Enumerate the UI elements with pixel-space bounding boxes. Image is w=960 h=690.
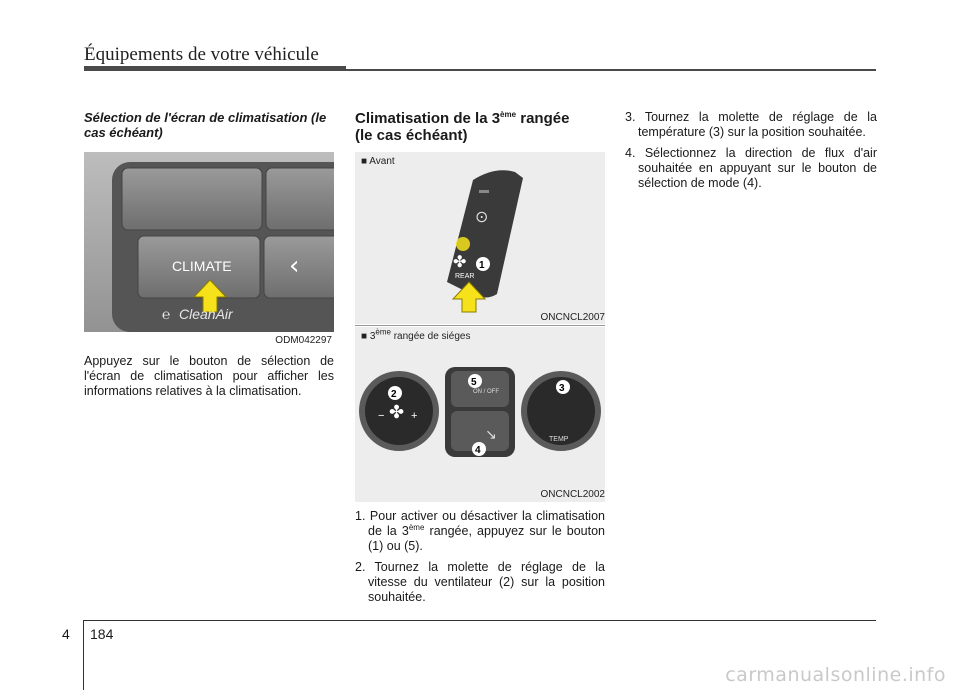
page-number: 184 xyxy=(90,626,114,642)
step-3: 3. Tournez la molette de réglage de la température (3) sur la position souhaitée. xyxy=(625,110,877,139)
temp-label: TEMP xyxy=(549,436,569,443)
chapter-number: 4 xyxy=(62,626,70,642)
step-4: 4. Sélectionnez la direction de flux d'air souhaitée en appuyant sur le bouton de sélection de mode (4). xyxy=(625,146,877,190)
right-column xyxy=(625,110,877,197)
page-header-title: Équipements de votre véhicule xyxy=(84,44,319,65)
callout-3: 3 xyxy=(559,383,565,394)
svg-text:‹: ‹ xyxy=(289,251,300,281)
step-2: 2. Tournez la molette de réglage de la vitesse du ventilateur (2) sur la position souhaitée. xyxy=(355,560,605,604)
third-row-label: ■ 3ème rangée de siéges xyxy=(361,327,471,342)
figure-divider xyxy=(355,325,605,326)
third-row-heading: Climatisation de la 3ème rangée (le cas échéant) xyxy=(355,110,570,144)
callout-5: 5 xyxy=(471,377,477,388)
step-1: 1. Pour activer ou désactiver la climatisation de la 3ème rangée, appuyez sur le bouton (1) ou (5). xyxy=(355,509,605,553)
fan-icon: ✤ xyxy=(453,252,467,271)
front-rear-button-figure xyxy=(355,152,605,324)
front-label: ■ Avant xyxy=(361,156,395,167)
callout-4: 4 xyxy=(475,445,481,456)
recirculation-icon: ⊙ xyxy=(475,207,489,226)
cleanair-logo-text: CleanAir xyxy=(179,306,233,322)
watermark: carmanualsonline.info xyxy=(725,664,946,686)
header-rule-thick xyxy=(84,66,346,71)
seat-airflow-icon: ↘ xyxy=(485,427,497,443)
rear-label: REAR xyxy=(455,273,475,280)
middle-steps xyxy=(355,509,605,611)
callout-1: 1 xyxy=(479,260,485,271)
footer-rule xyxy=(84,620,876,621)
middle-column xyxy=(355,110,605,144)
left-column xyxy=(84,110,334,140)
onoff-label: ON / OFF xyxy=(473,389,499,395)
climate-screen-heading: Sélection de l'écran de climatisation (le cas échéant) xyxy=(84,110,327,140)
cleanair-logo-icon: ℮ xyxy=(162,306,171,322)
rear-button-illustration xyxy=(355,152,605,324)
figure-code: ODM042297 xyxy=(275,335,332,346)
third-row-controls-figure xyxy=(355,327,605,502)
minus-icon: − xyxy=(378,410,385,422)
footer-divider xyxy=(83,620,84,690)
header-rule-thin xyxy=(346,69,876,71)
callout-2: 2 xyxy=(391,389,397,400)
figure-code: ONCNCL2002 xyxy=(540,489,605,500)
third-row-controls-illustration xyxy=(355,327,605,502)
plus-icon: + xyxy=(411,410,418,422)
climate-screen-description: Appuyez sur le bouton de sélection de l'écran de climatisation pour afficher les informations relatives à la climatisation. xyxy=(84,354,334,398)
climate-button-figure xyxy=(84,152,334,350)
climate-button-label: CLIMATE xyxy=(172,258,232,274)
climate-button-illustration xyxy=(84,152,334,350)
figure-code: ONCNCL2007 xyxy=(540,312,605,323)
fan-icon: ✤ xyxy=(389,402,405,423)
